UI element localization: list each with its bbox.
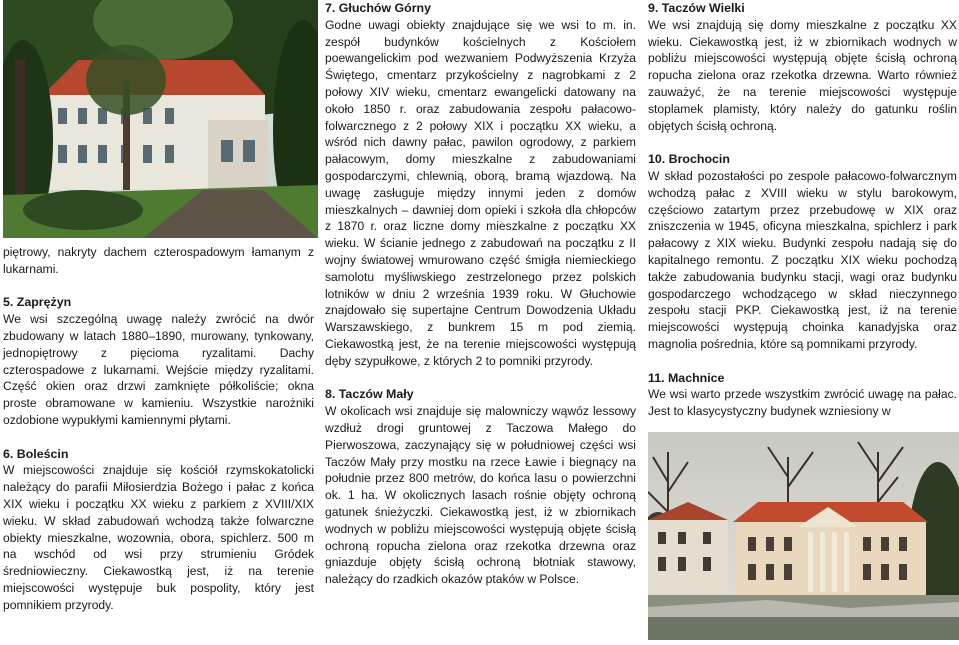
column-1 — [3, 0, 314, 614]
section-6-text: W miejscowości znajduje się kościół rzymskokatolicki należący do parafii Miłosierdzia Bożego i pałac z końca XIX wieku i początku XX wieku z parkiem z XVIII/XIX wieku. W skład zabudowań wchodzą także folwarczne obiekty mieszkalne, wozownia, obora, spichlerz. 500 m na wschód od wsi przy strumieniu Gródek średniowieczny. Ciekawostką jest, iż na terenie miejscowości występuje buk pospolity, który jest pomnikiem przyrody. — [3, 463, 314, 612]
section-11-title: 11. Machnice — [648, 370, 725, 385]
section-9-title: 9. Taczów Wielki — [648, 1, 745, 15]
section-7-title: 7. Głuchów Górny — [325, 1, 432, 15]
section-11-text: We wsi warto przede wszystkim zwrócić uwagę na pałac. Jest to klasycystyczny budynek wzniesiony w — [648, 387, 957, 419]
section-10-title: 10. Brochocin — [648, 152, 730, 167]
section-5-title: 5. Zaprężyn — [3, 295, 72, 310]
section-5-text: We wsi szczególną uwagę należy zwrócić na dwór zbudowany w latach 1880–1890, murowany, tynkowany, jednopiętrowy z pięcioma ryzalitami. Dachy czterospadowe z lukarnami. Wejście między ryzalitami. Część okien oraz drzwi zamknięte półkoliście; okna proste obramowane w kamieniu. Wszystkie narożniki ozdobione wypukłymi kamiennymi płytami. — [3, 312, 314, 427]
column-3 — [648, 0, 957, 420]
section-8-title: 8. Taczów Mały — [325, 387, 414, 402]
palace-photo — [648, 432, 959, 640]
section-8-text: W okolicach wsi znajduje się malowniczy wąwóz lessowy wzdłuż drogi gruntowej z Taczowa Małego do Pierwoszowa, zaczynający się w południowej części wsi Taczów Mały przy mostku na rzece Ławie i biegnący na południe przez 800 metrów, do końca lasu o powierzchni ok. 1 ha. W okolicznych lasach rośnie objęty ochroną gatunek śnieżyczki. Ciekawostką jest, iż w zbiornikach wodnych w pobliżu miejscowości występują objęte ścisłą ochroną ropucha zielona oraz rzekotka drzewna oraz gniazduje objęty ścisłą ochroną błotniak stawowy, należący do rzadkich okazów ptaków w Polsce. — [325, 404, 636, 587]
section-6-title: 6. Boleścin — [3, 446, 69, 461]
column-2 — [325, 0, 636, 588]
intro-paragraph: piętrowy, nakryty dachem czterospadowym łamanym z lukarnami. — [3, 245, 314, 276]
section-10-text: W skład pozostałości po zespole pałacowo-folwarcznym wchodzą pałac z XVIII wieku w stylu barokowym, częściowo zatartym przez przebudowę w XIX oraz zniszczenia w 1945, oficyna mieszkalna, spichlerz i park pałacowy z XIX wieku. Budynki zespołu nadają się do kapitalnego remontu. Z początku XIX wieku pochodzą także zabudowania budynku stacji, wagi oraz budynku gospodarczego wchodzącego w skład nieczynnego zespołu stacji PKP. Ciekawostką jest, iż na terenie miejscowości występują choinka kanadyjska oraz magnolia pośrednia, które są pomnikami przyrody. — [648, 168, 957, 351]
manor-house-photo — [3, 0, 318, 238]
section-7-text: Godne uwagi obiekty znajdujące się we wsi to m. in. zespół budynków kościelnych z Kościołem poewangelickim pod wezwaniem Podwyższenia Krzyża Świętego, cmentarz przykościelny z nagrobkami z 2 połowy XIV wieku, cmentarz ewangelicki datowany na około 1850 r. oraz zabudowania zespołu pałacowo-folwarcznego z 2 połowy XIX i początku XX wieku, a wśród nich dawny pałac, pawilon ogrodowy, z parkiem pałacowym, domy mieszkalne z zabudowaniami gospodarczymi, chlewnią, oborą, bramą wjazdową. Na uwagę zasługuje między innymi jeden z domów mieszkalnych – dawniej dom opieki i szkoła dla chłopców z 1870 r. oraz liczne domy mieszkalne z początku XX wieku. W ścianie jednego z zabudowań na początku z II wojny światowej wmurowano część śmigła niemieckiego samolotu myśliwskiego zestrzelonego przez polskich lotników w dniu 2 września 1939 roku. W Głuchowie znajdowało się supertajne Centrum Dowodzenia Układu Warszawskiego, z bunkrem 15 m pod ziemią. Ciekawostką jest, że na terenie miejscowości występują dęby szypułkowe, z których 2 to pomniki przyrody. — [325, 17, 636, 368]
section-9-text: We wsi znajdują się domy mieszkalne z początku XX wieku. Ciekawostką jest, iż w zbiornikach wodnych w pobliżu miejscowości występują objęte ścisłą ochroną ropucha zielona oraz rzekotka drzewna. Warto również zauważyć, że na terenie miejscowości występuje stoplamek plamisty, który należy do gatunku roślin objętych ścisłą ochroną. — [648, 17, 957, 133]
